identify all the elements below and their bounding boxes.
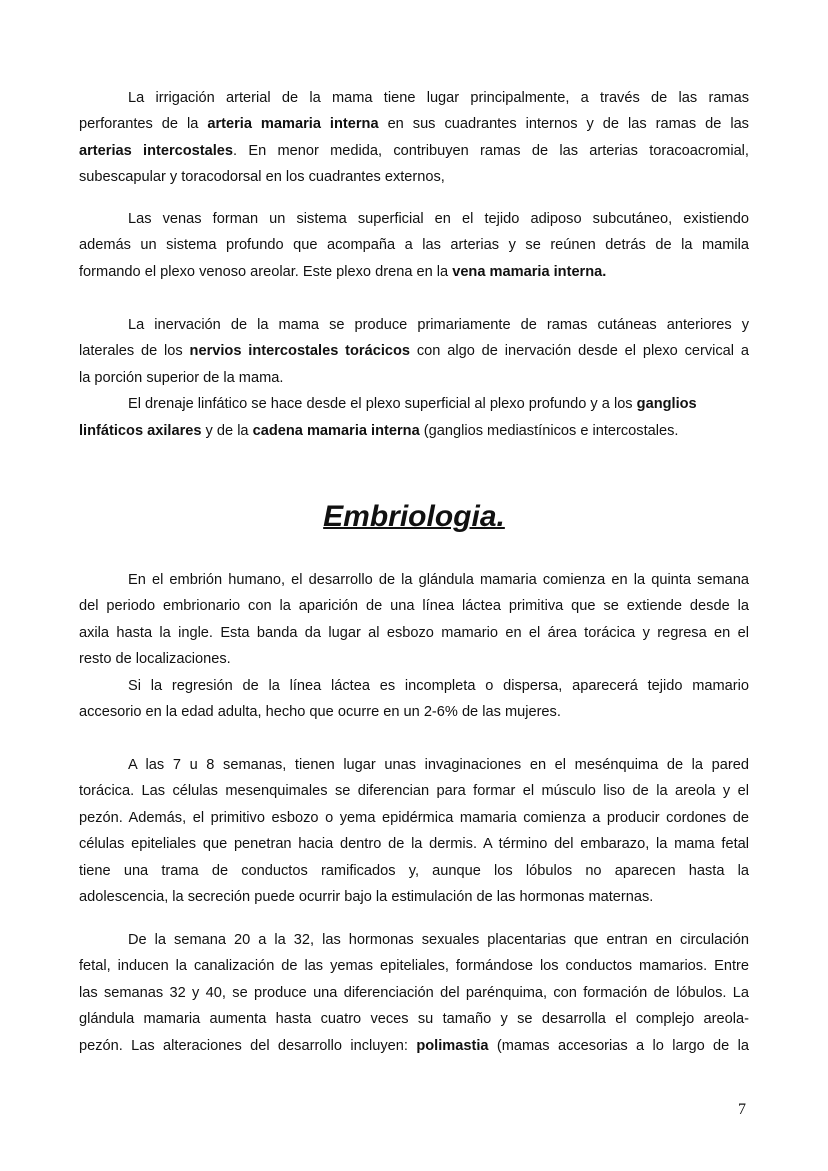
text-line xyxy=(79,980,749,1006)
text-line xyxy=(79,312,749,338)
text-run: La inervación de la mama se produce primariamente de ramas cutáneas anteriores y xyxy=(128,317,749,333)
bold-term: vena mamaria interna. xyxy=(452,263,607,280)
bold-term: nervios intercostales torácicos xyxy=(189,343,411,360)
text-line xyxy=(79,1033,749,1059)
text-line xyxy=(79,831,749,857)
text-run: Si la regresión de la línea láctea es incompleta o dispersa, aparecerá tejido mamario xyxy=(128,677,749,694)
page-number: 7 xyxy=(738,1101,746,1118)
text-run: pezón. Las alteraciones del desarrollo incluyen: xyxy=(79,1037,417,1054)
text-run: torácica. Las células mesenquimales se diferencian para formar el músculo liso de la areola y el xyxy=(79,783,749,800)
text-line xyxy=(79,673,749,699)
text-line xyxy=(79,365,749,391)
text-line xyxy=(79,858,749,884)
bold-term: cadena mamaria interna xyxy=(252,422,420,439)
text-run: tiene una trama de conductos ramificados y, aunque los lóbulos no aparecen hasta la xyxy=(79,862,749,879)
text-run: subescapular y toracodorsal en los cuadrantes externos, xyxy=(79,169,445,186)
text-run: A las 7 u 8 semanas, tienen lugar unas invaginaciones en el mesénquima de la pared xyxy=(128,757,749,773)
text-line xyxy=(79,620,749,646)
bold-term: arterias intercostales xyxy=(79,142,234,159)
text-line xyxy=(79,953,749,979)
text-run: La irrigación arterial de la mama tiene lugar principalmente, a través de las ramas xyxy=(128,90,749,106)
text-line xyxy=(79,805,749,831)
text-line xyxy=(79,206,749,232)
text-line xyxy=(79,567,749,593)
text-line xyxy=(79,752,749,778)
section-heading: Embriologia. xyxy=(323,500,505,533)
text-line xyxy=(79,884,749,910)
text-line xyxy=(79,646,749,672)
text-run: accesorio en la edad adulta, hecho que ocurre en un 2-6% de las mujeres. xyxy=(79,703,561,720)
text-run: De la semana 20 a la 32, las hormonas sexuales placentarias que entran en circulación xyxy=(128,932,749,948)
text-run: del periodo embrionario con la aparición de una línea láctea primitiva que se extiende desde la xyxy=(79,598,749,615)
text-run: las semanas 32 y 40, se produce una diferenciación del parénquima, con formación de lóbulos. La xyxy=(79,984,749,1001)
text-line xyxy=(79,778,749,804)
text-line xyxy=(79,138,749,164)
paragraph-weeks-20-40 xyxy=(79,927,749,1059)
text-run: En el embrión humano, el desarrollo de la glándula mamaria comienza en la quinta semana xyxy=(128,572,749,588)
text-run: en sus cuadrantes internos y de las ramas de las xyxy=(378,116,749,133)
bold-term: linfáticos axilares xyxy=(79,422,202,439)
text-run: la porción superior de la mama. xyxy=(79,369,284,386)
paragraph-embryo-milk-line xyxy=(79,567,749,725)
text-run: adolescencia, la secreción puede ocurrir bajo la estimulación de las hormonas maternas. xyxy=(79,888,654,905)
text-line xyxy=(79,111,749,137)
text-line xyxy=(79,338,749,364)
text-line xyxy=(79,164,749,190)
text-run: fetal, inducen la canalización de las yemas epiteliales, formándose los conductos mamarios. Entre xyxy=(79,958,749,975)
text-run: pezón. Además, el primitivo esbozo o yema epidérmica mamaria comienza a producir cordones de xyxy=(79,809,749,826)
text-run: laterales de los xyxy=(79,343,190,360)
text-run: Las venas forman un sistema superficial en el tejido adiposo subcutáneo, existiendo xyxy=(128,211,749,227)
text-run: resto de localizaciones. xyxy=(79,651,231,668)
paragraph-innervation-lymphatics xyxy=(79,312,749,444)
text-run: además un sistema profundo que acompaña a las arterias y se reúnen detrás de la mamila xyxy=(79,237,749,254)
text-line xyxy=(79,1006,749,1032)
text-line xyxy=(79,593,749,619)
paragraph-venous-drainage xyxy=(79,206,749,285)
text-line xyxy=(79,699,749,725)
text-run: formando el plexo venoso areolar. Este plexo drena en la xyxy=(79,263,453,280)
paragraph-weeks-7-8 xyxy=(79,752,749,910)
text-run: . En menor medida, contribuyen ramas de las arterias toracoacromial, xyxy=(233,142,749,159)
text-run: perforantes de la xyxy=(79,116,208,133)
text-run: y de la xyxy=(201,422,253,439)
text-line xyxy=(79,259,749,285)
bold-term: arteria mamaria interna xyxy=(207,116,379,133)
text-run: (ganglios mediastínicos e intercostales. xyxy=(419,422,679,439)
text-line xyxy=(79,927,749,953)
text-line xyxy=(79,418,749,444)
text-run: axila hasta la ingle. Esta banda da lugar al esbozo mamario en el área torácica y regresa en el xyxy=(79,624,749,641)
text-line xyxy=(79,85,749,111)
text-line xyxy=(79,391,749,417)
text-run: glándula mamaria aumenta hasta cuatro veces su tamaño y se desarrolla el complejo areola- xyxy=(79,1011,749,1028)
text-line xyxy=(79,232,749,258)
bold-term: ganglios xyxy=(636,396,697,413)
text-run: con algo de inervación desde el plexo cervical a xyxy=(410,343,749,360)
text-run: (mamas accesorias a lo largo de la xyxy=(488,1037,750,1054)
bold-term: polimastia xyxy=(416,1037,489,1054)
text-run: El drenaje linfático se hace desde el plexo superficial al plexo profundo y a los xyxy=(128,396,637,413)
paragraph-arterial-irrigation xyxy=(79,85,749,191)
text-run: células epiteliales que penetran hacia dentro de la dermis. A término del embarazo, la mama fetal xyxy=(79,836,749,853)
